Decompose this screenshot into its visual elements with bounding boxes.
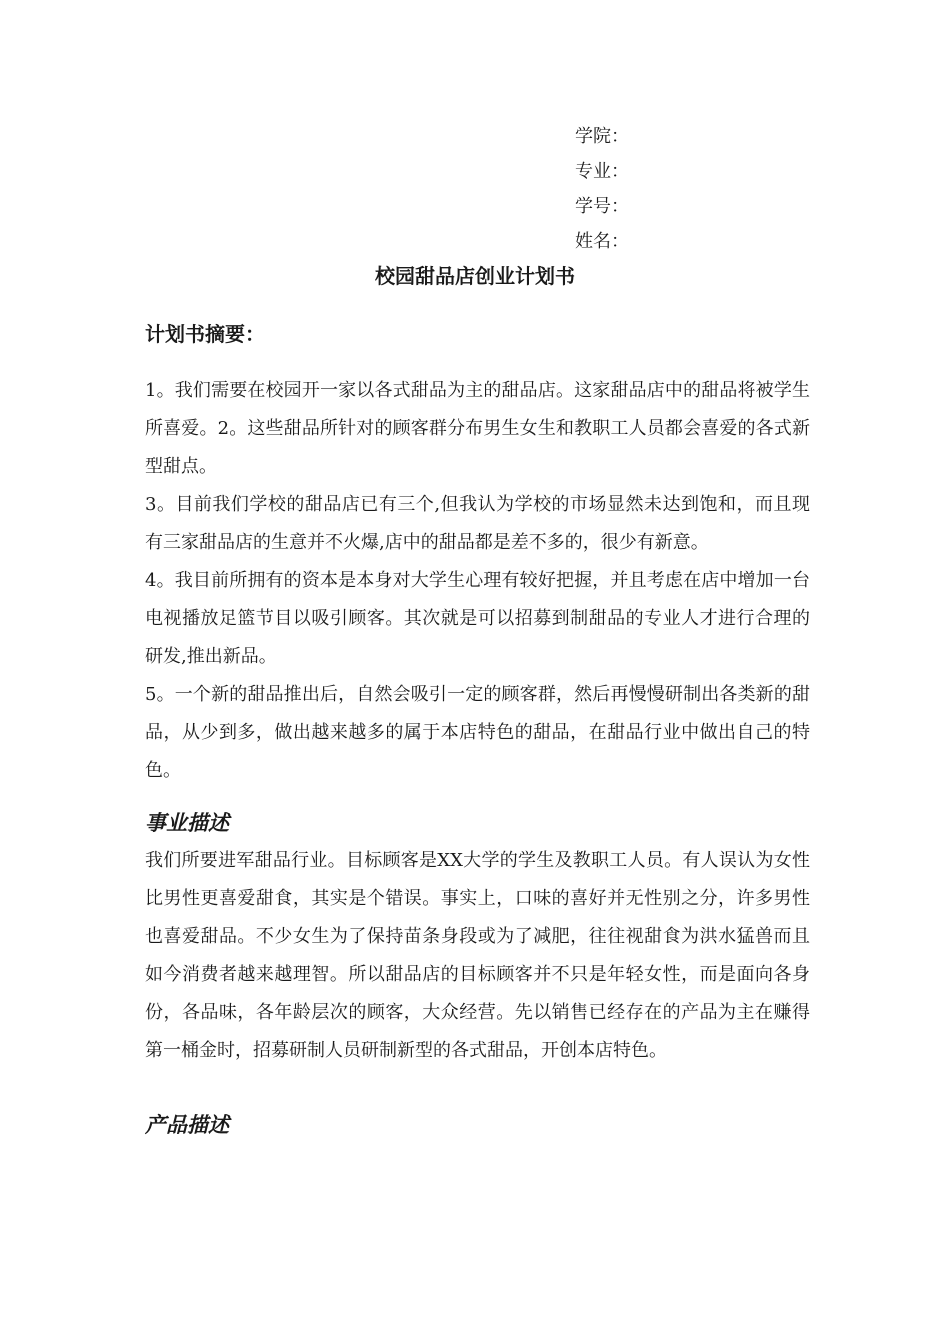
student-id-label: 学号： xyxy=(575,196,629,217)
name-label: 姓名： xyxy=(575,231,629,252)
student-info-block xyxy=(575,125,629,265)
summary-paragraph-2: 3。目前我们学校的甜品店已有三个,但我认为学校的市场显然未达到饱和，而且现有三家甜品店的生意并不火爆,店中的甜品都是差不多的，很少有新意。 xyxy=(145,494,810,553)
business-description-heading: 事业描述 xyxy=(145,811,229,835)
business-description-paragraph: 我们所要进军甜品行业。目标顾客是XX大学的学生及教职工人员。有人误认为女性比男性更喜爱甜食，其实是个错误。事实上，口味的喜好并无性别之分，许多男性也喜爱甜品。不少女生为了保持苗条身段或为了减肥，往往视甜食为洪水猛兽而且如今消费者越来越理智。所以甜品店的目标顾客并不只是年轻女性，而是面向各身份，各品味，各年龄层次的顾客，大众经营。先以销售已经存在的产品为主在赚得第一桶金时，招募研制人员研制新型的各式甜品，开创本店特色。 xyxy=(145,850,810,1061)
document-title: 校园甜品店创业计划书 xyxy=(375,264,575,288)
business-description-body xyxy=(145,842,810,1070)
summary-body xyxy=(145,372,810,790)
summary-heading: 计划书摘要： xyxy=(145,322,265,346)
summary-paragraph-3: 4。我目前所拥有的资本是本身对大学生心理有较好把握，并且考虑在店中增加一台电视播放足篮节目以吸引顾客。其次就是可以招募到制甜品的专业人才进行合理的研发,推出新品。 xyxy=(145,570,810,667)
summary-paragraph-4: 5。一个新的甜品推出后，自然会吸引一定的顾客群，然后再慢慢研制出各类新的甜品，从少到多，做出越来越多的属于本店特色的甜品，在甜品行业中做出自己的特色。 xyxy=(145,684,810,781)
product-description-heading: 产品描述 xyxy=(145,1113,229,1137)
college-label: 学院： xyxy=(575,126,629,147)
major-label: 专业： xyxy=(575,161,629,182)
summary-paragraph-1: 1。我们需要在校园开一家以各式甜品为主的甜品店。这家甜品店中的甜品将被学生所喜爱。2。这些甜品所针对的顾客群分布男生女生和教职工人员都会喜爱的各式新型甜点。 xyxy=(145,380,810,477)
